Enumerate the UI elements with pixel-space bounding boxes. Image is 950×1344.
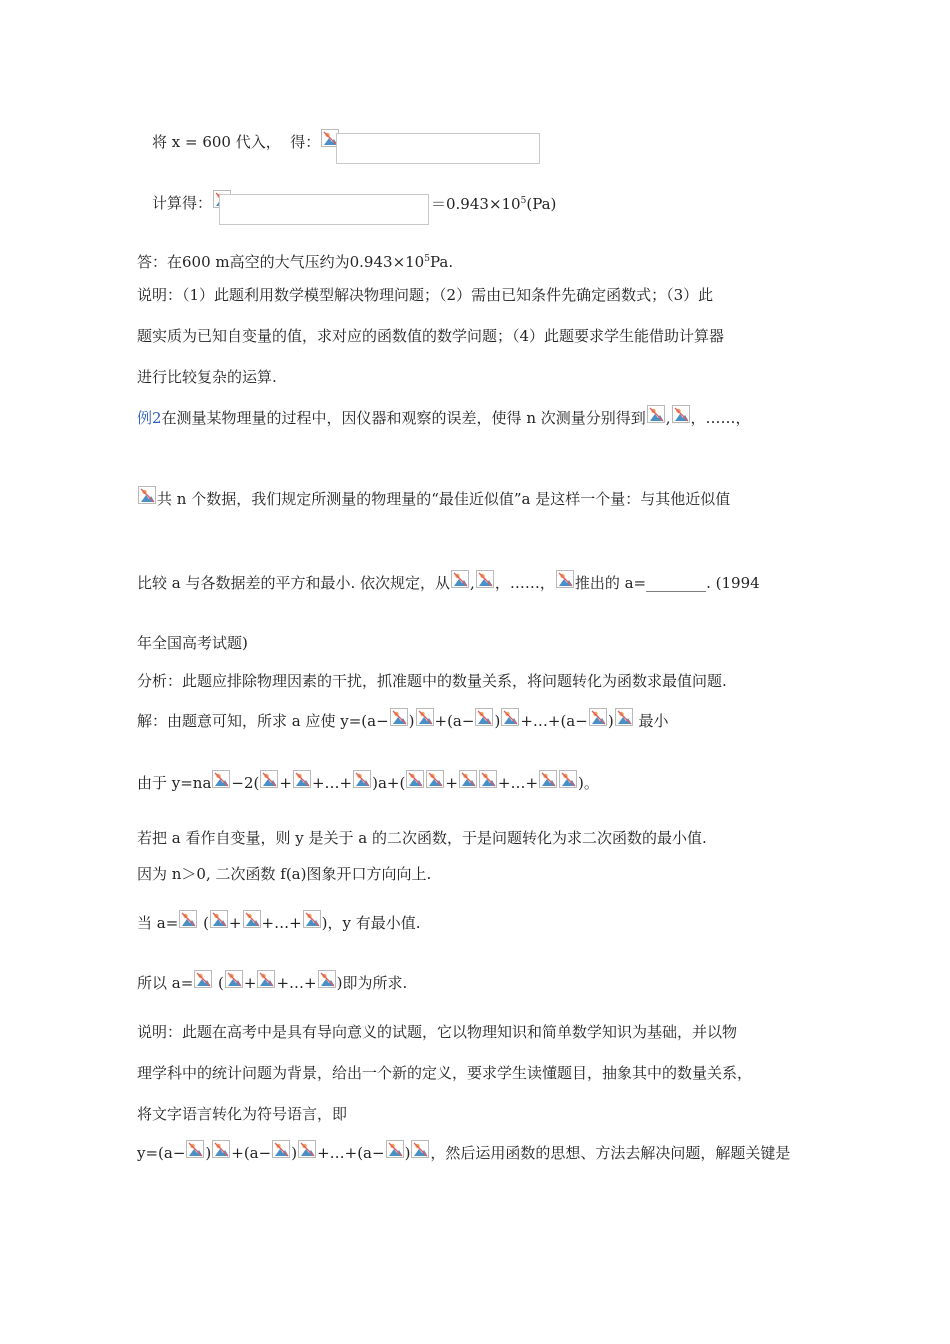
note-line: 将文字语言转化为符号语言，即 <box>137 1105 348 1123</box>
answer-line: 答：在600 m高空的大气压约为$0.943\times 10^5Pa$. <box>137 253 454 271</box>
broken-image-icon <box>451 570 469 588</box>
note-line: 题实质为已知自变量的值，求对应的函数值的数学问题；（4）此题要求学生能借助计算器 <box>137 327 725 345</box>
broken-image-icon <box>589 708 607 726</box>
broken-image-icon <box>501 708 519 726</box>
broken-image-icon <box>194 970 212 988</box>
note-line: 进行比较复杂的运算. <box>137 368 277 386</box>
broken-image-icon <box>212 1140 230 1158</box>
broken-image-icon <box>212 770 230 788</box>
formula-image-box <box>219 194 429 225</box>
broken-image-icon <box>556 570 574 588</box>
broken-image-icon <box>210 910 228 928</box>
formula-image-box <box>336 133 540 164</box>
note-line: 理学科中的统计问题为背景，给出一个新的定义，要求学生读懂题目，抽象其中的数量关系， <box>137 1064 753 1082</box>
calculation-line: 计算得： <box>152 190 232 214</box>
broken-image-icon <box>272 1140 290 1158</box>
broken-image-icon <box>479 770 497 788</box>
example-line: 比较 a 与各数据差的平方和最小. 依次规定，从 , ，……， 推出的 a=________. (1994 <box>137 570 760 594</box>
broken-image-icon <box>647 405 665 423</box>
broken-image-icon <box>186 1140 204 1158</box>
broken-image-icon <box>416 708 434 726</box>
broken-image-icon <box>559 770 577 788</box>
broken-image-icon <box>257 970 275 988</box>
broken-image-icon <box>615 708 633 726</box>
broken-image-icon <box>225 970 243 988</box>
broken-image-icon <box>298 1140 316 1158</box>
broken-image-icon <box>353 770 371 788</box>
solution-line: 所以 a= ( + +…+ )即为所求. <box>137 970 407 994</box>
solution-line: 解：由题意可知，所求 a 应使 y=(a− ) +(a− ) +…+(a− ) 最小 <box>137 708 668 732</box>
note-line: 说明：（1）此题利用数学模型解决物理问题；（2）需由已知条件先确定函数式；（3）此 <box>137 286 714 304</box>
example-label: 例2 <box>137 409 162 427</box>
broken-image-icon <box>138 486 156 504</box>
solution-line: 因为 n＞0, 二次函数 f(a)图象开口方向向上. <box>137 865 432 883</box>
note-line: 说明：此题在高考中是具有导向意义的试题，它以物理知识和简单数学知识为基础，并以物 <box>137 1023 738 1041</box>
broken-image-icon <box>426 770 444 788</box>
broken-image-icon <box>672 405 690 423</box>
broken-image-icon <box>539 770 557 788</box>
example-line: 例2在测量某物理量的过程中，因仪器和观察的误差，使得 n 次测量分别得到 , ，……， <box>137 405 751 429</box>
formula-line: y=(a− ) +(a− ) +…+(a− ) ，然后运用函数的思想、方法去解决问题，解题关键是 <box>137 1140 790 1164</box>
broken-image-icon <box>293 770 311 788</box>
broken-image-icon <box>475 708 493 726</box>
solution-line: 当 a= ( + +…+ )，y 有最小值. <box>137 910 421 934</box>
broken-image-icon <box>390 708 408 726</box>
broken-image-icon <box>318 970 336 988</box>
broken-image-icon <box>406 770 424 788</box>
solution-line: 由于 y=na −2( + +…+ )a+( + +…+ )。 <box>137 770 599 794</box>
calculation-result: $=0.943\times 10^5(Pa)$ <box>431 195 557 213</box>
broken-image-icon <box>260 770 278 788</box>
broken-image-icon <box>386 1140 404 1158</box>
solution-line: 若把 a 看作自变量，则 y 是关于 a 的二次函数，于是问题转化为求二次函数的最小值. <box>137 829 707 847</box>
broken-image-icon <box>179 910 197 928</box>
broken-image-icon <box>303 910 321 928</box>
substitution-line: 将 x = 600 代入， 得： <box>152 129 340 153</box>
analysis-line: 分析：此题应排除物理因素的干扰，抓准题中的数量关系，将问题转化为函数求最值问题. <box>137 672 727 690</box>
example-line: 年全国高考试题) <box>137 634 248 652</box>
broken-image-icon <box>459 770 477 788</box>
broken-image-icon <box>411 1140 429 1158</box>
broken-image-icon <box>476 570 494 588</box>
example-line: 共 n 个数据，我们规定所测量的物理量的“最佳近似值”a 是这样一个量：与其他近似值 <box>137 486 730 510</box>
broken-image-icon <box>243 910 261 928</box>
